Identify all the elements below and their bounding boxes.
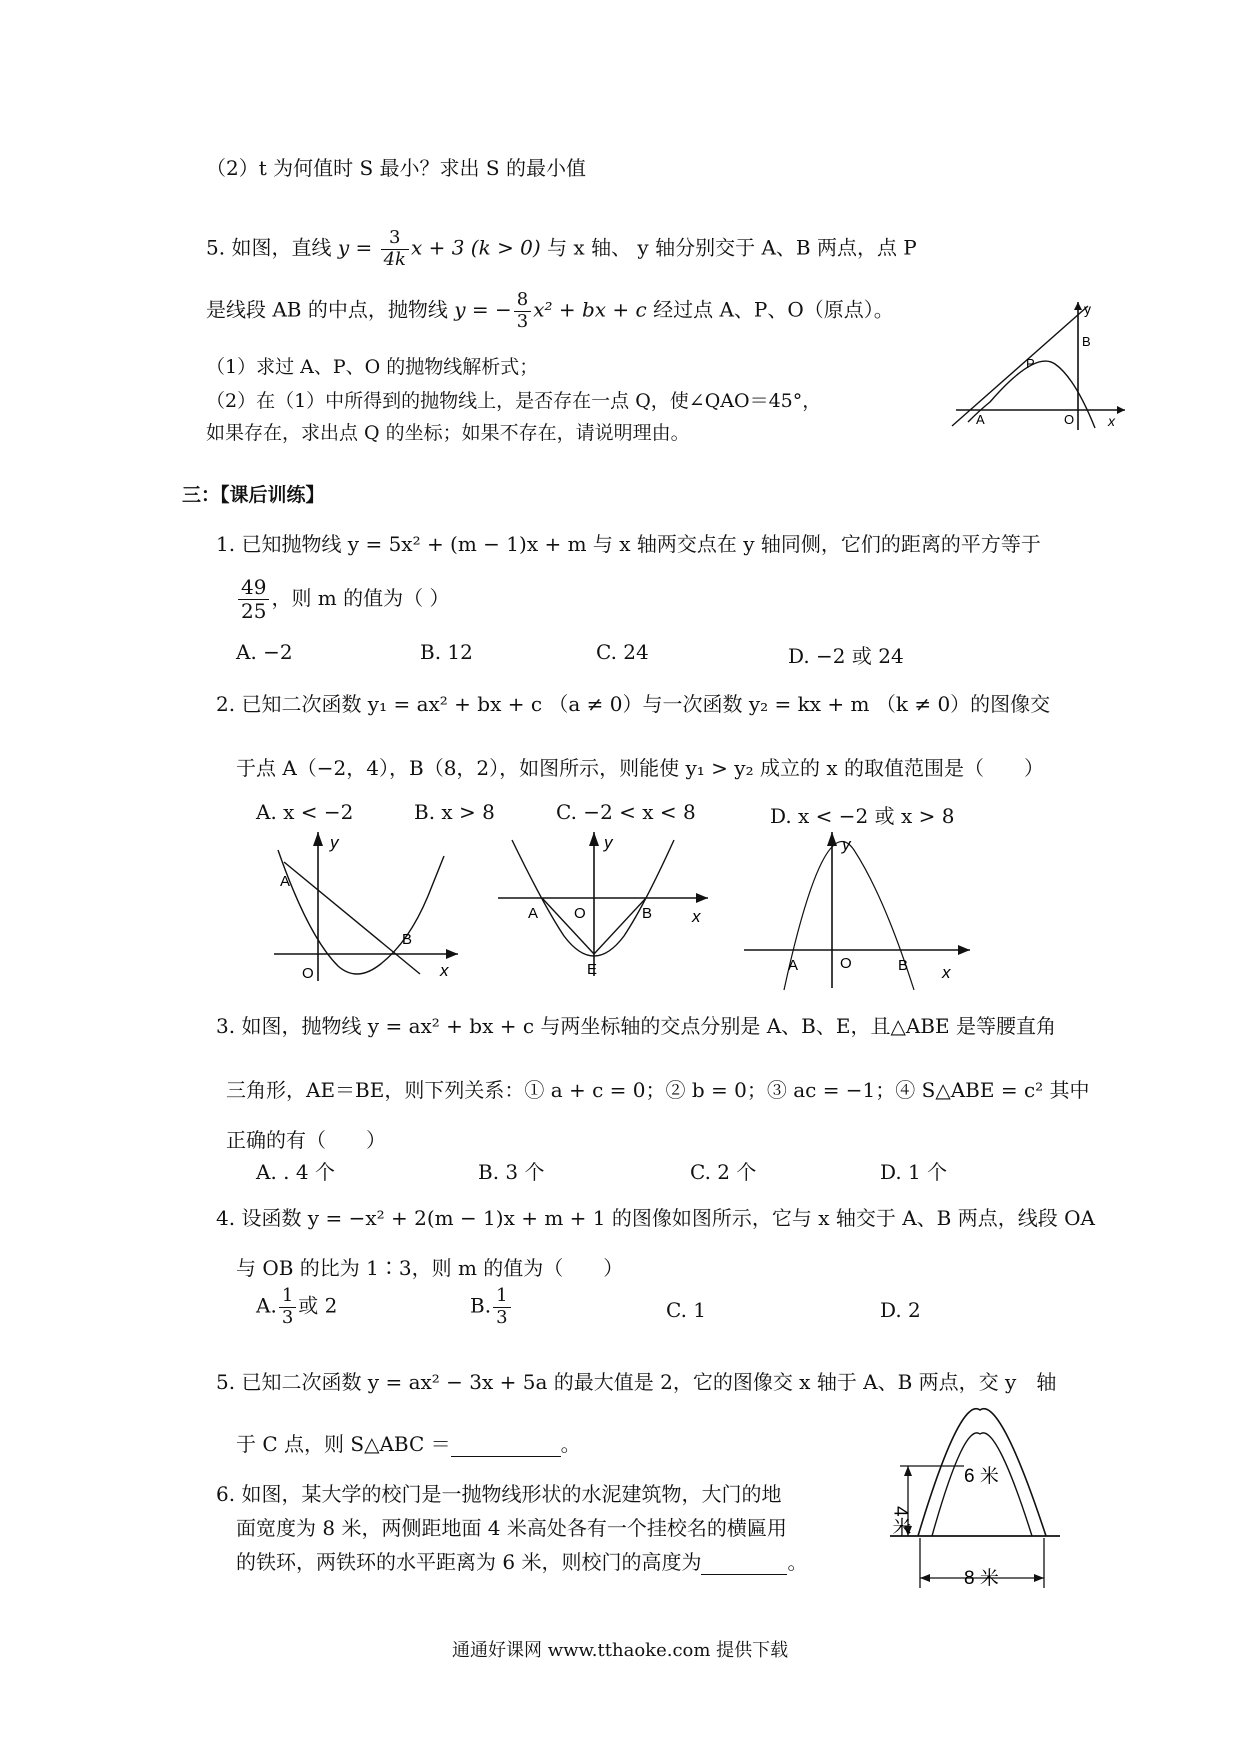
label-x: x bbox=[942, 963, 951, 982]
exercise-2-option-b: B. x > 8 bbox=[414, 800, 495, 824]
problem-5-q2: （2）在（1）中所得到的抛物线上，是否存在一点 Q，使∠QAO＝45°， bbox=[206, 390, 822, 412]
exercise-1-line-2: $\frac{49}{25}$ ，则 m 的值为（ ） bbox=[236, 576, 450, 623]
exercise-2-figure-2 bbox=[494, 826, 720, 986]
exercise-6-line-1: 6. 如图，某大学的校门是一抛物线形状的水泥建筑物，大门的地 bbox=[216, 1482, 782, 1506]
exercise-2-option-d: D. x < −2 或 x > 8 bbox=[770, 804, 955, 828]
segment-be bbox=[594, 898, 646, 954]
problem-number: 5. bbox=[206, 235, 226, 260]
label-6m: 6 米 bbox=[964, 1466, 999, 1487]
exercise-5-line-2: 于 C 点，则 S△ABC ＝ 。 bbox=[236, 1432, 581, 1456]
answer-blank bbox=[701, 1550, 787, 1575]
label-y: y bbox=[330, 833, 339, 852]
exercise-6-line-2: 面宽度为 8 米，两侧距地面 4 米高处各有一个挂校名的横匾用 bbox=[236, 1516, 787, 1540]
fraction-49-over-25: $\frac{49}{25}$ bbox=[238, 576, 269, 623]
exercise-2-option-c: C. −2 < x < 8 bbox=[556, 800, 696, 824]
exercise-1-option-c: C. 24 bbox=[596, 640, 649, 664]
exercise-3-line-2: 三角形，AE＝BE，则下列关系：① a + c = 0；② b = 0；③ ac = −1；④ S△ABE = c² 其中 bbox=[226, 1078, 1090, 1102]
line-ab bbox=[952, 306, 1088, 426]
equation-y: y = bbox=[337, 235, 379, 260]
answer-blank bbox=[451, 1432, 561, 1457]
label-a: A bbox=[280, 873, 291, 890]
exercise-6-gate-figure bbox=[860, 1406, 1070, 1596]
problem-5-q2b: 如果存在，求出点 Q 的坐标；如果不存在，请说明理由。 bbox=[206, 422, 690, 444]
label-b: B bbox=[898, 957, 909, 974]
exercise-1-option-a: A. −2 bbox=[236, 640, 293, 664]
label-a: A bbox=[788, 957, 799, 974]
label-b: B bbox=[402, 931, 413, 948]
y-axis-arrow-icon bbox=[589, 832, 599, 846]
x-axis-arrow-icon bbox=[446, 949, 458, 959]
exercise-4-option-a: A. $\frac{1}{3}$ 或 2 bbox=[256, 1285, 338, 1328]
exercise-3-option-a: A. . 4 个 bbox=[256, 1160, 335, 1184]
problem-5-after-linear: 与 x 轴、 y 轴分别交于 A、B 两点，点 P bbox=[547, 235, 917, 260]
exercise-5-line-1: 5. 已知二次函数 y = ax² − 3x + 5a 的最大值是 2，它的图像交 x 轴于 A、B 两点，交 y 轴 bbox=[216, 1370, 1057, 1394]
fraction-3-over-4k: $\frac{3}{4k}$ bbox=[381, 228, 409, 270]
x-axis-arrow-icon bbox=[696, 893, 708, 903]
label-4m: 4米 bbox=[889, 1506, 911, 1536]
exercise-6-line-3: 的铁环，两铁环的水平距离为 6 米，则校门的高度为 。 bbox=[236, 1550, 808, 1574]
arrow-up-icon bbox=[904, 1466, 912, 1476]
y-axis-arrow-icon bbox=[1074, 302, 1082, 310]
label-y: y bbox=[1084, 301, 1091, 317]
label-y: y bbox=[842, 835, 851, 854]
exercise-4-option-b: B. $\frac{1}{3}$ bbox=[470, 1286, 513, 1328]
exercise-3-option-c: C. 2 个 bbox=[690, 1160, 757, 1184]
parabola bbox=[278, 850, 444, 974]
problem-5-line-1 bbox=[206, 228, 917, 270]
label-x: x bbox=[440, 961, 449, 980]
prev-question-2: （2）t 为何值时 S 最小？求出 S 的最小值 bbox=[206, 156, 586, 180]
exercise-2-line-1: 2. 已知二次函数 y₁ = ax² + bx + c （a ≠ 0）与一次函数 y₂ = kx + m （k ≠ 0）的图像交 bbox=[216, 692, 1051, 716]
problem-5-q1: （1）求过 A、P、O 的抛物线解析式； bbox=[206, 356, 539, 378]
exercise-1-option-b: B. 12 bbox=[420, 640, 473, 664]
exercise-4-line-2: 与 OB 的比为 1∶3，则 m 的值为（ ） bbox=[236, 1256, 624, 1280]
exercise-4-option-c: C. 1 bbox=[666, 1298, 707, 1322]
label-o: O bbox=[574, 905, 586, 922]
segment-ae bbox=[542, 898, 594, 954]
label-p: P bbox=[1026, 356, 1035, 371]
label-b: B bbox=[1082, 334, 1091, 349]
problem-5-figure bbox=[950, 298, 1130, 436]
label-x: x bbox=[692, 907, 701, 926]
x-axis-arrow-icon bbox=[1117, 406, 1125, 414]
problem-5-lead: 如图，直线 bbox=[231, 235, 332, 260]
exercise-3-line-1: 3. 如图，抛物线 y = ax² + bx + c 与两坐标轴的交点分别是 A、B、E，且△ABE 是等腰直角 bbox=[216, 1014, 1056, 1038]
linear-rest: x + 3 (k > 0) bbox=[410, 235, 541, 260]
x-axis-arrow-icon bbox=[958, 945, 970, 955]
section-3-title: 三：【课后训练】 bbox=[182, 484, 325, 506]
exercise-4-option-d: D. 2 bbox=[880, 1298, 921, 1322]
label-o: O bbox=[302, 965, 314, 982]
label-x: x bbox=[1108, 413, 1115, 429]
fraction-8-over-3: $\frac{8}{3}$ bbox=[514, 290, 531, 332]
page-footer: 通通好课网 www.tthaoke.com 提供下载 bbox=[452, 1640, 789, 1661]
exercise-3-option-d: D. 1 个 bbox=[880, 1160, 948, 1184]
exercise-1-line-1: 1. 已知抛物线 y = 5x² + (m − 1)x + m 与 x 轴两交点在 y 轴同侧，它们的距离的平方等于 bbox=[216, 532, 1041, 556]
arrow-right-icon bbox=[1034, 1574, 1044, 1582]
label-y: y bbox=[604, 833, 613, 852]
exercise-2-option-a: A. x < −2 bbox=[256, 800, 354, 824]
exercise-1-option-d: D. −2 或 24 bbox=[788, 644, 904, 668]
label-o: O bbox=[840, 955, 852, 972]
label-o: O bbox=[1064, 412, 1075, 427]
exercise-2-figure-1 bbox=[268, 826, 468, 986]
exercise-3-line-3: 正确的有（ ） bbox=[226, 1128, 386, 1152]
y-axis-arrow-icon bbox=[313, 832, 323, 846]
label-a: A bbox=[528, 905, 539, 922]
label-a: A bbox=[976, 412, 985, 427]
exercise-3-option-b: B. 3 个 bbox=[478, 1160, 545, 1184]
exercise-2-figure-3 bbox=[744, 826, 974, 992]
exercise-2-line-2: 于点 A（−2，4），B（8，2），如图所示，则能使 y₁ > y₂ 成立的 x 的取值范围是（ ） bbox=[236, 756, 1044, 780]
exercise-4-line-1: 4. 设函数 y = −x² + 2(m − 1)x + m + 1 的图像如图所示，它与 x 轴交于 A、B 两点，线段 OA bbox=[216, 1206, 1095, 1230]
problem-5-line-2: 是线段 AB 的中点，抛物线 y = − $\frac{8}{3}$ x² + bx + c 经过点 A、P、O（原点）。 bbox=[206, 289, 894, 332]
arrow-left-icon bbox=[920, 1574, 930, 1582]
label-e: E bbox=[587, 961, 598, 978]
label-8m: 8 米 bbox=[964, 1568, 999, 1589]
line bbox=[284, 862, 420, 974]
label-b: B bbox=[642, 905, 653, 922]
